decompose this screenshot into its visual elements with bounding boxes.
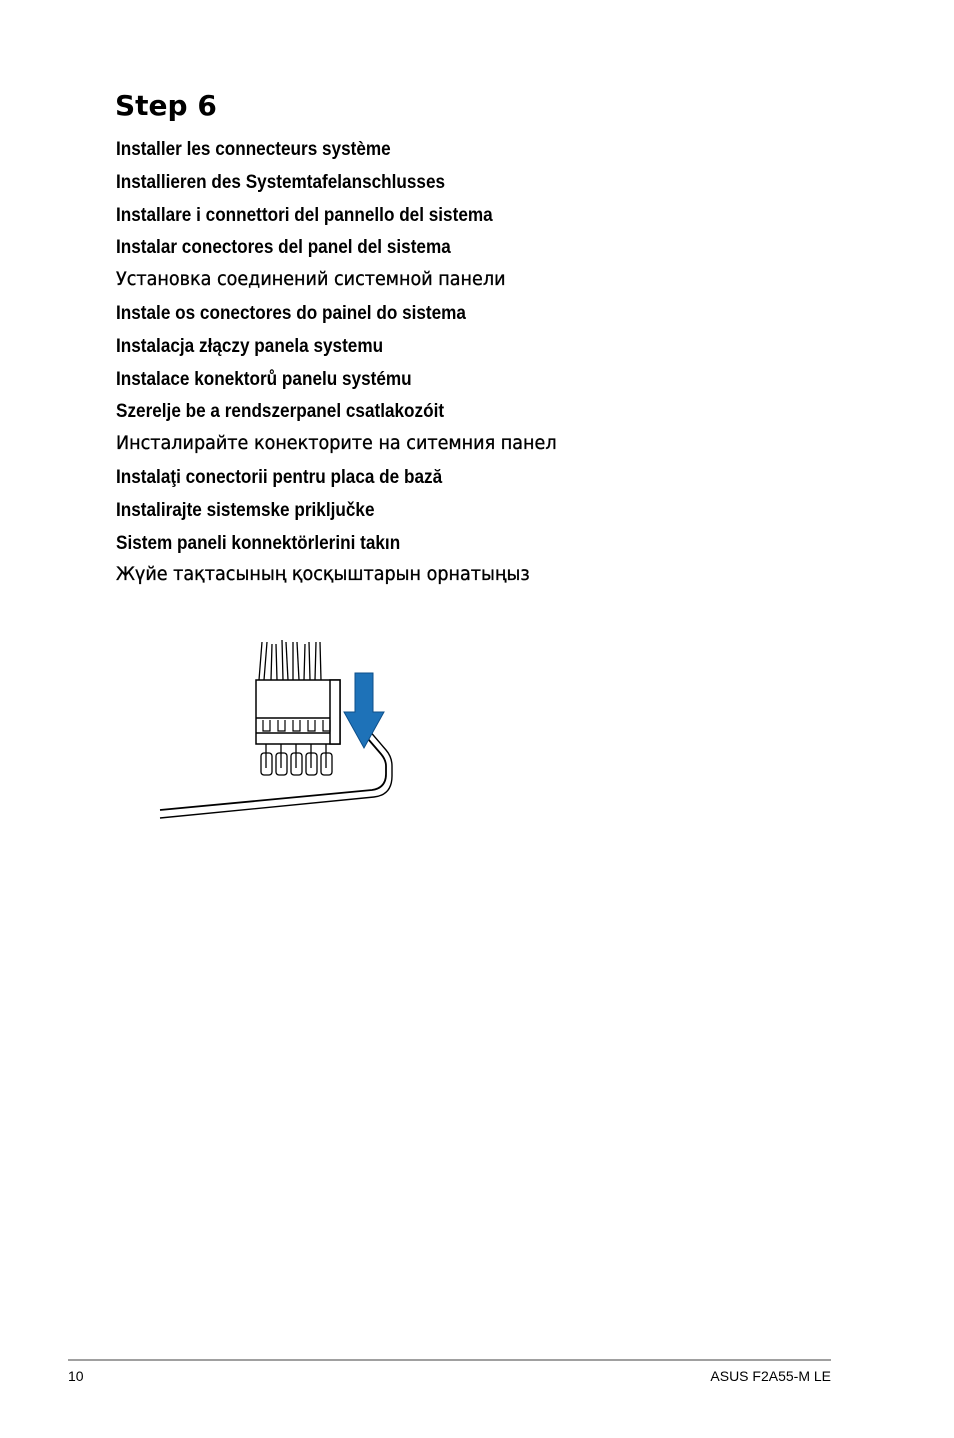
footer-model-name: ASUS F2A55-M LE [710,1368,831,1384]
connector-illustration [150,630,400,830]
instruction-russian: Установка соединений системной панели [116,269,506,291]
instruction-czech: Instalace konektorů panelu systému [116,367,412,390]
connector-diagram [150,630,400,825]
instruction-spanish: Instalar conectores del panel del sistema [116,236,451,259]
connector-housing [256,680,340,744]
footer-page-number: 10 [68,1368,84,1384]
instruction-french: Installer les connecteurs système [116,138,391,160]
footer-divider [68,1359,831,1361]
instruction-serbian: Instalirajte sistemske priključke [116,498,375,521]
instruction-turkish: Sistem paneli konnektörlerini takın [116,531,401,554]
instruction-kazakh: Жүйе тақтасының қосқыштарын орнатыңыз [116,564,530,586]
instruction-bulgarian: Инсталирайте конекторите на ситемния панел [116,433,557,455]
instruction-italian: Installare i connettori del pannello del sistema [116,203,493,226]
instruction-romanian: Instalaţi conectorii pentru placa de bază [116,465,443,488]
instruction-portuguese: Instale os conectores do painel do sistema [116,301,466,324]
instruction-polish: Instalacja złączy panela systemu [116,334,384,357]
instruction-hungarian: Szerelje be a rendszerpanel csatlakozóit [116,400,445,423]
header-pins [261,743,332,775]
instruction-list [116,136,580,595]
connector-wires [259,640,321,680]
instruction-german: Installieren des Systemtafelanschlusses [116,170,446,193]
page-title: Step 6 [115,89,217,122]
insert-direction-arrow [344,673,384,748]
